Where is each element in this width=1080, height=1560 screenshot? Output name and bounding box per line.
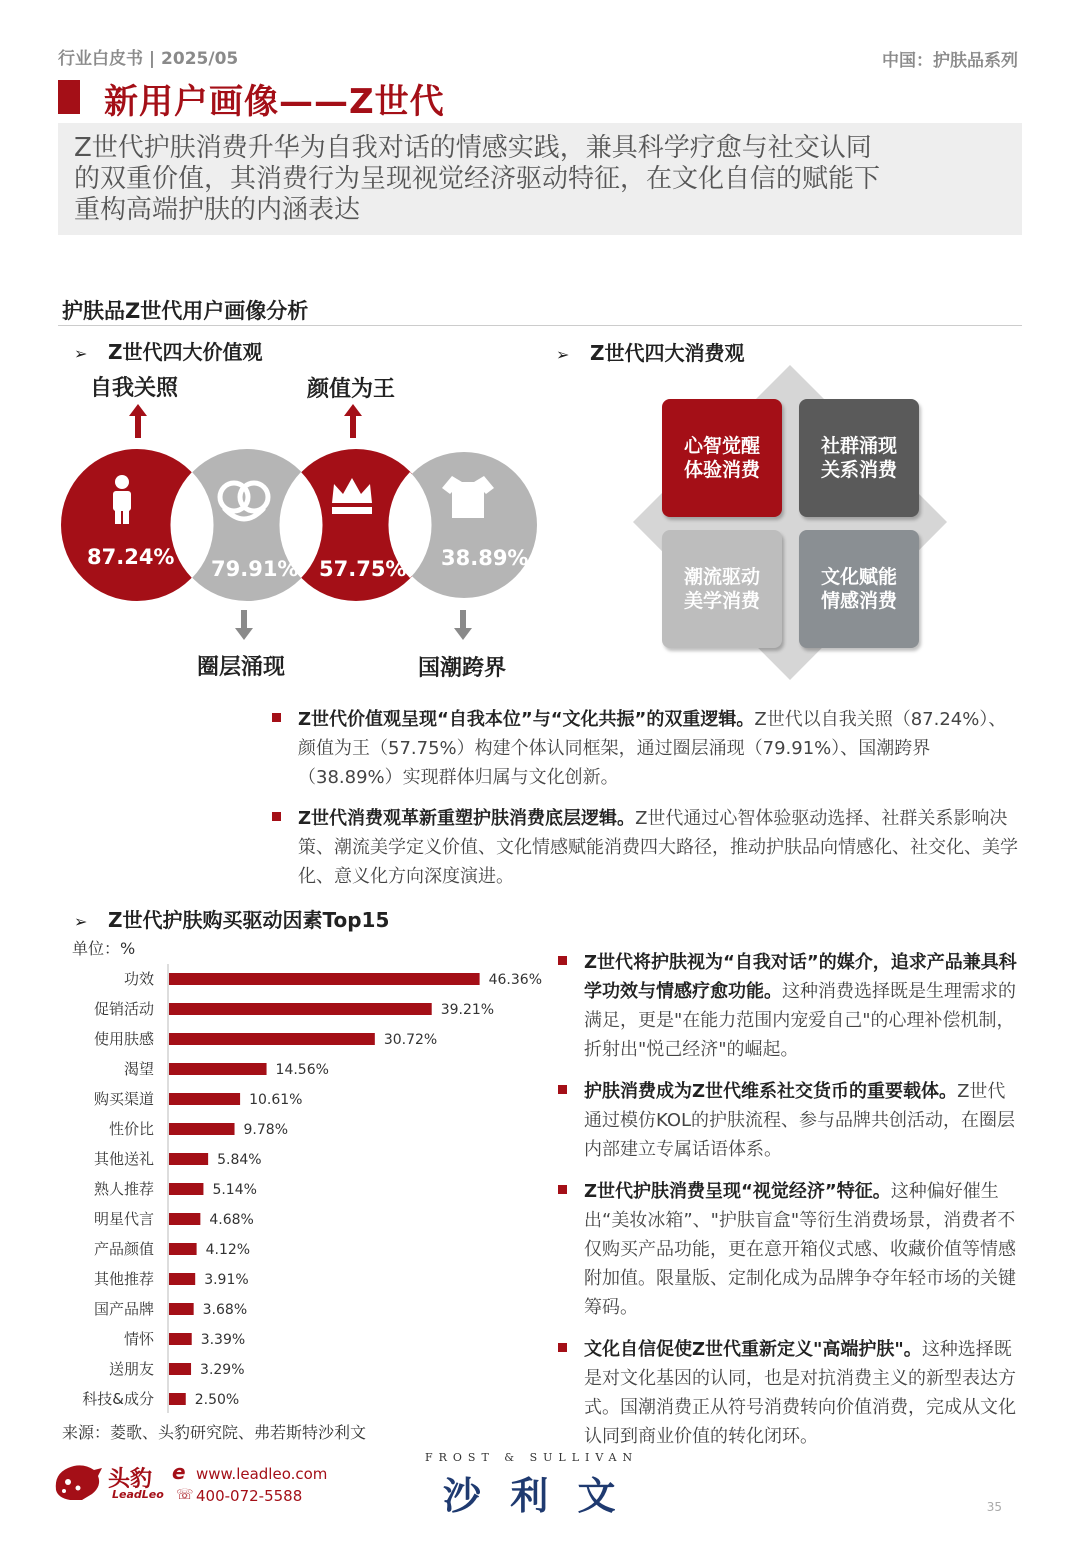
value-label: 5.84% [217, 1152, 262, 1168]
pct-self-care: 87.24% [87, 545, 175, 569]
leopard-logo-icon [52, 1460, 104, 1504]
pct-appearance: 57.75% [319, 557, 407, 581]
bar [169, 1093, 240, 1105]
quadrant-line: 潮流驱动 [683, 566, 760, 588]
paragraph-lead: Z世代价值观呈现“自我本位”与“文化共振”的双重逻辑。 [298, 709, 755, 730]
square-bullet-icon [272, 812, 281, 821]
bar [169, 1393, 186, 1405]
category-label: 性价比 [108, 1120, 154, 1138]
paragraph-body: 这种偏好催生出“美妆冰箱”、"护肤盲盒"等衍生消费场景，消费者不仅购买产品功能，更在意开箱仪式感、收藏价值等情感附加值。限量版、定制化成为品牌争夺年轻市场的关键筹码。 [584, 1181, 1016, 1318]
quadrant-line: 社群涌现 [820, 435, 897, 457]
value-label-self-care: 自我关照 [90, 376, 179, 401]
category-label: 国产品牌 [93, 1300, 154, 1318]
down-arrow-icon [454, 610, 472, 640]
value-label: 39.21% [440, 1002, 495, 1018]
mid-paragraphs [272, 705, 1020, 891]
quadrant-line: 情感消费 [820, 590, 897, 612]
bar [169, 1243, 197, 1255]
quadrant-trend-aesthetic [662, 530, 782, 648]
bullet-paragraph [558, 948, 1022, 1064]
bar [169, 973, 480, 985]
brand-name-cn: 头豹 [108, 1467, 153, 1492]
value-label: 3.68% [202, 1302, 248, 1318]
brand-name-en: LeadLeo [112, 1488, 164, 1501]
bullet-paragraph [272, 804, 1020, 891]
quadrant-line: 关系消费 [820, 459, 897, 481]
category-label: 明星代言 [93, 1210, 154, 1228]
value-label: 9.78% [243, 1122, 289, 1138]
phone-icon: ☏ [176, 1487, 194, 1503]
paragraph-lead: 文化自信促使Z世代重新定义"高端护肤"。 [584, 1339, 922, 1360]
value-label: 14.56% [275, 1062, 329, 1078]
arrow-bullet-icon: ➢ [74, 912, 88, 931]
quadrant-line: 美学消费 [683, 590, 760, 612]
category-label: 产品颜值 [93, 1240, 154, 1258]
category-label: 促销活动 [93, 1000, 154, 1018]
bar [169, 1003, 432, 1015]
arrow-bullet-icon: ➢ [74, 344, 88, 363]
bar [169, 1183, 203, 1195]
category-label: 送朋友 [108, 1360, 154, 1378]
up-arrow-icon [129, 404, 147, 438]
quadrant-culture-emotion [799, 530, 919, 648]
paragraph-body: Z世代通过心智体验驱动选择、社群关系影响决策、潮流美学定义价值、文化情感赋能消费四大路径，推动护肤品向情感化、社交化、美学化、意义化方向深度演进。 [298, 808, 1018, 887]
paragraph-body: Z世代以自我关照（87.24%）、颜值为王（57.75%）构建个体认同框架，通过圈层涌现（79.91%）、国潮跨界（38.89%）实现群体归属与文化创新。 [298, 709, 1007, 788]
partner-name-en: FROST & SULLIVAN [425, 1451, 639, 1464]
footer-url[interactable]: www.leadleo.com [196, 1465, 328, 1483]
pct-circle-culture: 79.91% [211, 557, 299, 581]
square-bullet-icon [558, 956, 567, 965]
report-tag: 行业白皮书 | 2025/05 [58, 49, 239, 69]
paragraph-body: 这种消费选择既是生理需求的满足，更是"在能力范围内宠爱自己"的心理补偿机制，折射出"悦己经济"的崛起。 [584, 981, 1016, 1060]
paragraph-body: 这种选择既是对文化基因的认同，也是对抗消费主义的新型表达方式。国潮消费正从符号消费转向价值消费，完成从文化认同到商业价值的转化闭环。 [584, 1339, 1016, 1447]
chart-unit: 单位：% [72, 939, 136, 958]
category-label: 情怀 [123, 1330, 154, 1348]
paragraph-lead: Z世代消费观革新重塑护肤消费底层逻辑。 [298, 808, 636, 829]
summary-line: 重构高端护肤的内涵表达 [74, 195, 361, 225]
partner-name-cn: 沙 利 文 [443, 1474, 624, 1518]
paragraph-lead: Z世代护肤消费呈现“视觉经济”特征。 [584, 1181, 891, 1202]
drivers-bar-chart [60, 962, 550, 1417]
category-label: 科技&成分 [82, 1390, 154, 1408]
bullet-paragraph [558, 1335, 1022, 1451]
square-bullet-icon [558, 1085, 567, 1094]
bar [169, 1033, 375, 1045]
value-label-circle-culture: 圈层涌现 [197, 655, 286, 680]
summary-line: Z世代护肤消费升华为自我对话的情感实践，兼具科学疗愈与社交认同 [74, 133, 872, 163]
bar [169, 1213, 200, 1225]
category-label: 渴望 [123, 1060, 154, 1078]
category-label: 其他推荐 [93, 1270, 154, 1288]
bar [169, 1273, 195, 1285]
bar [169, 1333, 192, 1345]
arrow-bullet-icon: ➢ [556, 345, 570, 364]
page-number: 35 [986, 1500, 1002, 1514]
footer-phone: 400-072-5588 [196, 1487, 303, 1505]
up-arrow-icon [344, 404, 362, 438]
square-bullet-icon [558, 1185, 567, 1194]
value-label: 5.14% [212, 1182, 257, 1198]
category-label: 熟人推荐 [93, 1180, 154, 1198]
source-note: 来源：菱歌、头豹研究院、弗若斯特沙利文 [62, 1423, 367, 1442]
bullet-paragraph [558, 1177, 1022, 1322]
chart-heading [74, 904, 389, 933]
e-logo-icon: e [172, 1460, 186, 1484]
paragraph-lead: Z世代将护肤视为“自我对话”的媒介，追求产品兼具科学功效与情感疗愈功能。 [584, 952, 1017, 1002]
bar [169, 1363, 191, 1375]
values-heading-text: Z世代四大价值观 [108, 340, 263, 364]
quadrant-line: 心智觉醒 [683, 435, 760, 457]
value-label: 10.61% [249, 1092, 303, 1108]
value-label: 46.36% [488, 972, 543, 988]
paragraph-lead: 护肤消费成为Z世代维系社交货币的重要载体。 [584, 1081, 958, 1102]
series-tag: 中国：护肤品系列 [882, 51, 1018, 71]
bullet-paragraph [558, 1077, 1022, 1164]
value-label: 4.12% [205, 1242, 251, 1258]
bar [169, 1303, 194, 1315]
bar [169, 1123, 235, 1135]
bar [169, 1063, 267, 1075]
paragraph-body: Z世代通过模仿KOL的护肤流程、参与品牌共创活动，在圈层内部建立专属话语体系。 [584, 1081, 1016, 1160]
section-title: 护肤品Z世代用户画像分析 [62, 299, 309, 323]
category-label: 使用肤感 [93, 1030, 154, 1048]
page-title: 新用户画像——Z世代 [104, 82, 445, 122]
value-label-appearance: 颜值为王 [307, 377, 396, 402]
value-label: 3.91% [204, 1272, 249, 1288]
quadrant-community-relation [799, 399, 919, 517]
value-label: 3.39% [200, 1332, 246, 1348]
bullet-paragraph [272, 705, 1020, 792]
square-bullet-icon [272, 713, 281, 722]
square-bullet-icon [558, 1343, 567, 1352]
category-label: 购买渠道 [93, 1090, 154, 1108]
value-label: 3.29% [200, 1362, 245, 1378]
consumption-heading-text: Z世代四大消费观 [590, 341, 745, 365]
quadrant-line: 体验消费 [683, 459, 760, 481]
value-label: 2.50% [194, 1392, 240, 1408]
value-label: 4.68% [209, 1212, 254, 1228]
value-label: 30.72% [383, 1032, 438, 1048]
consumption-heading [556, 337, 745, 366]
quadrant-line: 文化赋能 [820, 566, 897, 588]
quadrant-mind-experience [662, 399, 782, 517]
value-label-guochao: 国潮跨界 [418, 656, 507, 681]
bar [169, 1153, 208, 1165]
pct-guochao: 38.89% [441, 546, 529, 570]
summary-line: 的双重价值，其消费行为呈现视觉经济驱动特征，在文化自信的赋能下 [74, 164, 881, 194]
category-label: 功效 [123, 970, 154, 988]
right-paragraphs [558, 948, 1022, 1451]
down-arrow-icon [235, 610, 253, 640]
category-label: 其他送礼 [93, 1150, 154, 1168]
chart-heading-text: Z世代护肤购买驱动因素Top15 [108, 908, 390, 932]
